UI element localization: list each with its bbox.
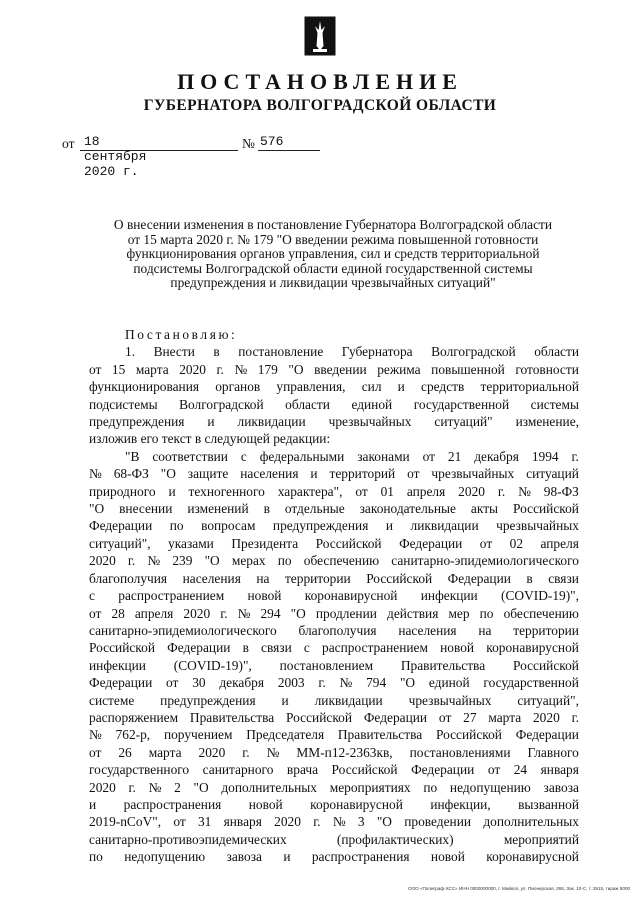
body-line: санитарно-эпидемиологического благополучия населения на территории [89, 622, 579, 638]
from-label: от [62, 136, 75, 151]
document-body [89, 326, 579, 866]
body-line: ситуаций", указами Президента Российской Федерации от 02 апреля [89, 535, 579, 551]
body-line: инфекции (COVID-19)", постановлением Правительства Российской [89, 657, 579, 673]
body-line: № 68-ФЗ "О защите населения и территорий от чрезвычайных ситуаций [89, 466, 579, 482]
body-line: 1. Внести в постановление Губернатора Волгоградской области [125, 344, 579, 360]
body-line: предупреждения и ликвидации чрезвычайных ситуаций" изменение, [89, 414, 579, 430]
document-title: ПОСТАНОВЛЕНИЕ [177, 69, 463, 94]
number-label: № [242, 136, 255, 151]
body-line: благополучия населения на территории Российской Федерации в связи [89, 570, 579, 586]
subject-line: предупреждения и ликвидации чрезвычайных ситуаций" [170, 275, 496, 291]
body-line: 2020 г. № 2 "О дополнительных мероприятиях по недопущению завоза [89, 779, 579, 795]
document-number: 576 [260, 134, 284, 149]
body-line: Федерации по вопросам предупреждения и ликвидации чрезвычайных [89, 518, 579, 534]
coat-of-arms-emblem [304, 16, 336, 56]
number-underline [258, 150, 320, 151]
document-date: 18 сентября 2020 г. [84, 134, 147, 179]
body-line: функционирования органов управления, сил и средств территориальной [89, 379, 579, 395]
printer-imprint: ООО «Полиграф-ХСС» ИНН 0000000000, г. Майкоп, ул. Пионерская, 268, Зак. 10-С, т. 2915, тираж 5000 [407, 886, 630, 891]
body-line: государственного санитарного врача Российской Федерации от 24 января [89, 762, 579, 778]
body-line: от 28 апреля 2020 г. № 294 "О продлении действия мер по обеспечению [89, 605, 579, 621]
body-line: по недопущению завоза и распространения новой коронавирусной [89, 849, 579, 865]
body-line: и распространения новой коронавирусной инфекции, вызванной [89, 796, 579, 812]
body-line: от 15 марта 2020 г. № 179 "О введении режима повышенной готовности [89, 361, 579, 377]
body-line: 2019-nCoV", от 31 января 2020 г. № 3 "О проведении дополнительных [89, 814, 579, 830]
body-line: подсистемы Волгоградской области единой государственной системы [89, 396, 579, 412]
body-line: Российской Федерации в связи с распространением новой коронавирусной [89, 640, 579, 656]
body-line: системе предупреждения и ликвидации чрезвычайных ситуаций", [89, 692, 579, 708]
subject-line: подсистемы Волгоградской области единой государственной системы [133, 260, 533, 276]
subject-line: функционирования органов управления, сил и средств территориальной [126, 246, 540, 262]
body-line: санитарно-противоэпидемических (профилактических) мероприятий [89, 831, 579, 847]
document-subject [88, 218, 578, 291]
body-line: 2020 г. № 239 "О мерах по обеспечению санитарно-эпидемиологического [89, 553, 579, 569]
decree-word: Постановляю: [125, 327, 238, 342]
subject-line: от 15 марта 2020 г. № 179 "О введении режима повышенной готовности [127, 231, 539, 247]
body-line: изложив его текст в следующей редакции: [89, 431, 331, 447]
body-line: с распространением новой коронавирусной инфекции (COVID-19)", [89, 588, 579, 604]
body-line: от 26 марта 2020 г. № ММ-п12-2363кв, постановлениями Главного [89, 744, 579, 760]
body-line: "В соответствии с федеральными законами от 21 декабря 1994 г. [125, 448, 579, 464]
body-line: природного и техногенного характера", от 01 апреля 2020 г. № 98-ФЗ [89, 483, 579, 499]
document-subtitle: ГУБЕРНАТОРА ВОЛГОГРАДСКОЙ ОБЛАСТИ [143, 97, 497, 114]
body-line: Федерации от 30 декабря 2003 г. № 794 "О единой государственной [89, 675, 579, 691]
subject-line: О внесении изменения в постановление Губернатора Волгоградской области [113, 217, 553, 232]
body-line: № 762-р, поручением Председателя Правительства Российской Федерации [89, 727, 579, 743]
body-line: "О внесении изменений в отдельные законодательные акты Российской [89, 501, 579, 517]
body-line: распоряжением Правительства Российской Федерации от 27 марта 2020 г. [89, 709, 579, 725]
